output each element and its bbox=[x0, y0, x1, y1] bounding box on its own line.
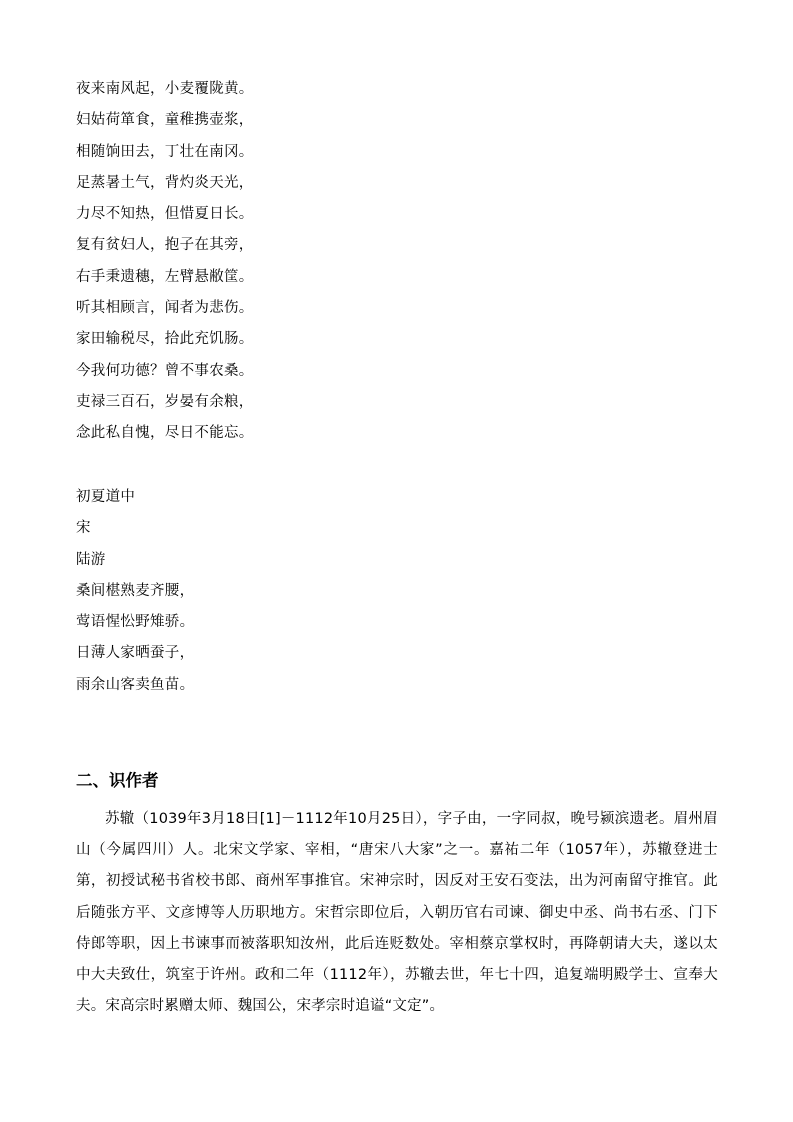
poem-line: 力尽不知热，但惜夏日长。 bbox=[76, 206, 254, 223]
poem-dynasty: 宋 bbox=[76, 520, 91, 537]
poem-line: 相随饷田去，丁壮在南冈。 bbox=[76, 143, 254, 160]
poem-line: 日薄人家晒蚕子， bbox=[76, 645, 195, 662]
poem-line: 莺语惺忪野雉骄。 bbox=[76, 614, 195, 631]
poem-chu-xia-dao-zhong bbox=[76, 486, 716, 705]
poem-line: 桑间椹熟麦齐腰， bbox=[76, 582, 195, 599]
poem-line: 念此私自愧，尽日不能忘。 bbox=[76, 425, 254, 442]
poem-line: 足蒸暑土气，背灼炎天光， bbox=[76, 174, 254, 191]
poem-guan-ge-mai bbox=[76, 78, 716, 454]
poem-line: 雨余山客卖鱼苗。 bbox=[76, 676, 195, 693]
section-heading: 二、识作者 bbox=[76, 771, 159, 790]
poem-line: 夜来南风起，小麦覆陇黄。 bbox=[76, 81, 254, 97]
poem-line: 吏禄三百石，岁晏有余粮， bbox=[76, 393, 254, 410]
poem-title: 初夏道中 bbox=[76, 489, 136, 505]
poem-line: 右手秉遗穗，左臂悬敝筐。 bbox=[76, 268, 254, 285]
poem-line: 今我何功德？曾不事农桑。 bbox=[76, 362, 254, 379]
poem-line: 家田输税尽，拾此充饥肠。 bbox=[76, 331, 254, 348]
poem-line: 听其相顾言，闻者为悲伤。 bbox=[76, 300, 254, 317]
poem-line: 妇姑荷箪食，童稚携壶浆， bbox=[76, 112, 254, 129]
poem-author: 陆游 bbox=[76, 551, 106, 568]
poem-line: 复有贫妇人，抱子在其旁， bbox=[76, 237, 254, 254]
author-bio-paragraph: 苏辙（1039年3月18日[1]－1112年10月25日），字子由，一字同叔，晚号颍滨遗老。眉州眉山（今属四川）人。北宋文学家、宰相，“唐宋八大家”之一。嘉祐二年（1057年），苏辙登进士第，初授试秘书省校书郎、商州军事推官。宋神宗时，因反对王安石变法，出为河南留守推官。此后随张方平、文彦博等人历职地方。宋哲宗即位后，入朝历官右司谏、御史中丞、尚书右丞、门下侍郎等职，因上书谏事而被落职知汝州，此后连贬数处。宰相蔡京掌权时，再降朝请大夫，遂以太中大夫致仕，筑室于许州。政和二年（1112年），苏辙去世，年七十四，追复端明殿学士、宣奉大夫。宋高宗时累赠太师、魏国公，宋孝宗时追谥“文定”。 bbox=[76, 811, 718, 1015]
